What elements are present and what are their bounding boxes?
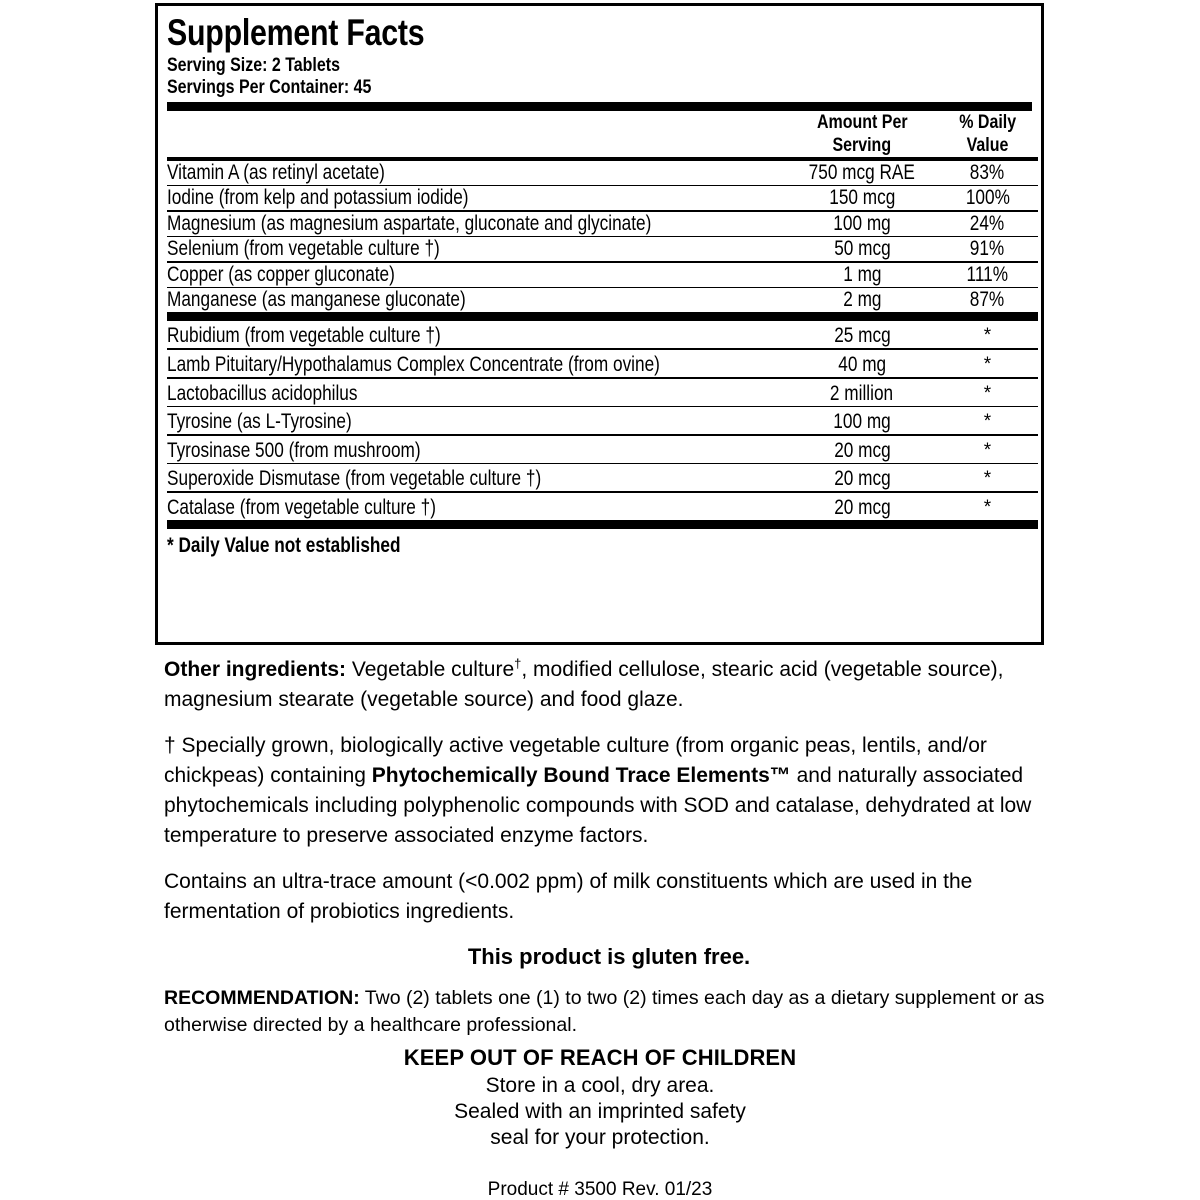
panel-title: Supplement Facts <box>167 12 425 53</box>
table-row <box>167 493 1038 520</box>
ingredient-name: Lamb Pituitary/Hypothalamus Complex Concentrate (from ovine) <box>167 353 660 377</box>
nutrient-daily-value: 83% <box>970 160 1005 184</box>
ingredient-name: Lactobacillus acidophilus <box>167 381 358 405</box>
ingredient-daily-value: * <box>983 411 992 433</box>
storage-line-2: Sealed with an imprinted safety <box>454 1100 746 1123</box>
nutrition-table <box>167 111 1038 529</box>
serving-size: Serving Size: 2 Tablets <box>167 54 340 76</box>
nutrient-daily-value: 100% <box>965 186 1010 210</box>
servings-per-container: Servings Per Container: 45 <box>167 76 372 98</box>
ingredient-amount: 25 mcg <box>833 324 891 348</box>
nutrient-name: Copper (as copper gluconate) <box>167 262 395 286</box>
nutrient-daily-value: 91% <box>970 237 1005 261</box>
table-row <box>167 212 1038 236</box>
ingredient-daily-value: * <box>983 325 992 347</box>
table-header-row <box>167 111 1038 157</box>
milk-constituents-paragraph: Contains an ultra-trace amount (<0.002 ppm) of milk constituents which are used in the fermentation of probiotics ingredients. <box>164 870 973 923</box>
nutrient-amount: 100 mg <box>833 211 891 235</box>
trademark-phrase: Phytochemically Bound Trace Elements™ <box>371 764 791 787</box>
other-ingredients-text-after: , modified cellulose, stearic acid (vegetable source), magnesium stearate (vegetable source) and food glaze. <box>164 658 1004 711</box>
header-amount-per-serving: Amount Per Serving <box>816 111 908 156</box>
dagger-note-part1: † Specially grown, biologically active vegetable culture (from organic peas, lentils, and/or chickpeas) containing <box>164 734 987 787</box>
dagger-superscript-icon: † <box>514 656 522 671</box>
nutrient-daily-value: 111% <box>966 262 1009 286</box>
recommendation-label: RECOMMENDATION: <box>164 987 360 1009</box>
ingredient-amount: 20 mcg <box>833 496 891 520</box>
header-blank-cell <box>167 111 787 157</box>
table-row <box>167 186 1038 210</box>
table-row <box>167 379 1038 406</box>
recommendation-text: Two (2) tablets one (1) to two (2) times each day as a dietary supplement or as otherwise directed by a healthcare professional. <box>164 987 1045 1036</box>
ingredient-amount: 20 mcg <box>833 467 891 491</box>
storage-line-1: Store in a cool, dry area. <box>485 1074 715 1097</box>
nutrient-amount: 50 mcg <box>833 237 891 261</box>
nutrient-daily-value: 87% <box>970 288 1005 312</box>
other-ingredients-text-before: Vegetable culture <box>346 658 515 681</box>
other-ingredients-paragraph <box>164 655 1054 715</box>
other-ingredients-label: Other ingredients: <box>164 658 347 681</box>
ingredient-daily-value: * <box>983 468 992 490</box>
keep-out-title: KEEP OUT OF REACH OF CHILDREN <box>403 1045 797 1070</box>
nutrient-amount: 2 mg <box>842 288 882 312</box>
nutrient-name: Vitamin A (as retinyl acetate) <box>167 160 385 184</box>
ingredient-amount: 2 million <box>830 381 894 405</box>
ingredient-daily-value: * <box>983 497 992 519</box>
nutrient-name: Magnesium (as magnesium aspartate, gluconate and glycinate) <box>167 211 652 235</box>
storage-line-3: seal for your protection. <box>490 1126 710 1149</box>
table-row <box>167 350 1038 377</box>
ingredient-name: Superoxide Dismutase (from vegetable culture †) <box>167 467 542 491</box>
header-percent-daily-value: % Daily Value <box>959 111 1016 156</box>
table-row <box>167 288 1038 312</box>
label-body-text <box>164 655 1054 1039</box>
ingredient-name: Rubidium (from vegetable culture †) <box>167 324 441 348</box>
table-row <box>167 237 1038 261</box>
gluten-free-statement: This product is gluten free. <box>467 944 751 969</box>
ingredient-daily-value: * <box>983 354 992 376</box>
nutrient-amount: 150 mcg <box>828 186 896 210</box>
nutrient-name: Manganese (as manganese gluconate) <box>167 288 466 312</box>
table-row <box>167 407 1038 434</box>
keep-out-of-reach-block <box>0 1043 1200 1151</box>
ingredient-amount: 100 mg <box>833 410 891 434</box>
supplement-facts-panel <box>155 3 1044 645</box>
ingredient-daily-value: * <box>983 382 992 404</box>
section-divider <box>167 312 1038 321</box>
footnote-divider <box>167 520 1038 529</box>
ingredient-amount: 20 mcg <box>833 438 891 462</box>
ingredient-daily-value: * <box>983 439 992 461</box>
daily-value-footnote: * Daily Value not established <box>167 534 401 558</box>
table-row <box>167 161 1038 185</box>
ingredient-name: Catalase (from vegetable culture †) <box>167 496 436 520</box>
ingredient-name: Tyrosine (as L-Tyrosine) <box>167 410 352 434</box>
ingredient-amount: 40 mg <box>838 353 886 377</box>
table-row <box>167 321 1038 348</box>
table-row <box>167 263 1038 287</box>
table-row <box>167 436 1038 463</box>
dagger-note-part2: and naturally associated phytochemicals including polyphenolic compounds with SOD and catalase, dehydrated at low temperature to preserve associated enzyme factors. <box>164 764 1032 847</box>
nutrient-name: Iodine (from kelp and potassium iodide) <box>167 186 469 210</box>
nutrient-amount: 750 mcg RAE <box>808 160 916 184</box>
nutrient-daily-value: 24% <box>970 211 1005 235</box>
product-number-revision: Product # 3500 Rev. 01/23 <box>487 1179 713 1200</box>
nutrient-amount: 1 mg <box>842 262 882 286</box>
dagger-note-paragraph <box>164 731 1054 851</box>
recommendation-paragraph <box>164 985 1054 1039</box>
ingredient-name: Tyrosinase 500 (from mushroom) <box>167 438 421 462</box>
panel-rule-thick-top <box>167 102 1032 111</box>
nutrient-name: Selenium (from vegetable culture †) <box>167 237 440 261</box>
table-row <box>167 464 1038 491</box>
